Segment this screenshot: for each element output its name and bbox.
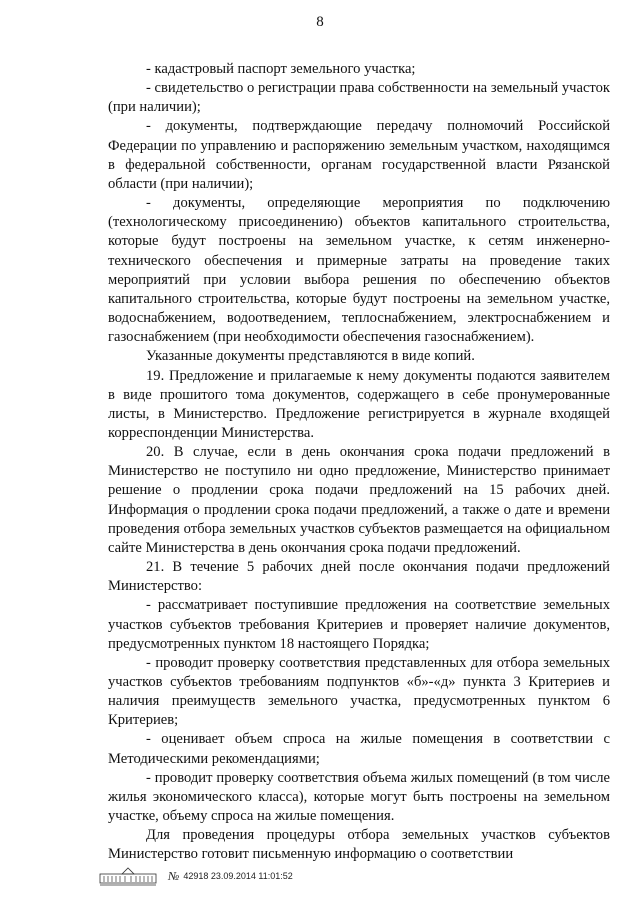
registration-stamp [168,869,293,884]
paragraph-ownership-certificate: - свидетельство о регистрации права собственности на земельный участок (при наличии); [108,80,610,116]
paragraph-21-review: - рассматривает поступившие предложения на соответствие земельных участков субъектов требования Критериев и проверяет наличие документов, предусмотренных пунктом 18 настоящего Порядка; [108,597,610,652]
paragraph-21-demand: - оценивает объем спроса на жилые помещения в соответствии с Методическими рекомендациями; [108,731,610,767]
paragraph-20: 20. В случае, если в день окончания срока подачи предложений в Министерство не поступило ни одно предложение, Министерство принимает решение о продлении срока подачи предложений на 15 рабочих дней. Информация о продлении срока подачи предложений, а также о дате и времени проведения отбора земельных участков субъектов размещается на официальном сайте Министерства в день окончания срока подачи предложений. [108,444,610,556]
paragraph-21-check-requirements: - проводит проверку соответствия представленных для отбора земельных участков субъектов требованиям подпунктов «б»-«д» пункта 3 Критериев и наличия преимуществ земельного участка, предусмотренных пунктом 6 Критериев; [108,654,610,729]
building-logo-icon [98,865,158,887]
paragraph-procedure: Для проведения процедуры отбора земельных участков субъектов Министерство готовит письменную информацию о соответствии [108,827,610,863]
paragraph-powers-transfer: - документы, подтверждающие передачу полномочий Российской Федерации по управлению и распоряжению земельным участком, находящимся в федеральной собственности, органам государственной власти Рязанской области (при наличии); [108,118,610,192]
paragraph-cadastral-passport: - кадастровый паспорт земельного участка; [146,61,416,77]
document-body [108,60,610,865]
paragraph-connection-measures: - документы, определяющие мероприятия по подключению (технологическому присоединению) объектов капитального строительства, которые будут построены на земельном участке, к сетям инженерно-технического обеспечения и примерные затраты на проведение таких мероприятий при условии выбора решения по обеспечению объектов капитального строительства, которые будут построены на земельном участке, водоснабжением, водоотведением, теплоснабжением, электроснабжением и газоснабжением (при необходимости обеспечения газоснабжением). [108,195,610,346]
number-sign: № [168,868,180,883]
paragraph-copies: Указанные документы представляются в виде копий. [146,348,475,365]
paragraph-21: 21. В течение 5 рабочих дней после окончания подачи предложений Министерство: [108,559,610,595]
page-number: 8 [316,14,324,30]
paragraph-21-volume-check: - проводит проверку соответствия объема жилых помещений (в том числе жилья экономического класса), которые могут быть построены на земельном участке, объему спроса на жилые помещения. [108,769,610,825]
document-footer [98,865,293,887]
paragraph-19: 19. Предложение и прилагаемые к нему документы подаются заявителем в виде прошитого тома документов, содержащего в себе пронумерованные листы, в Министерство. Предложение регистрируется в журнале входящей корреспонденции Министерства. [108,367,610,441]
registration-number-date: 42918 23.09.2014 11:01:52 [183,871,293,881]
